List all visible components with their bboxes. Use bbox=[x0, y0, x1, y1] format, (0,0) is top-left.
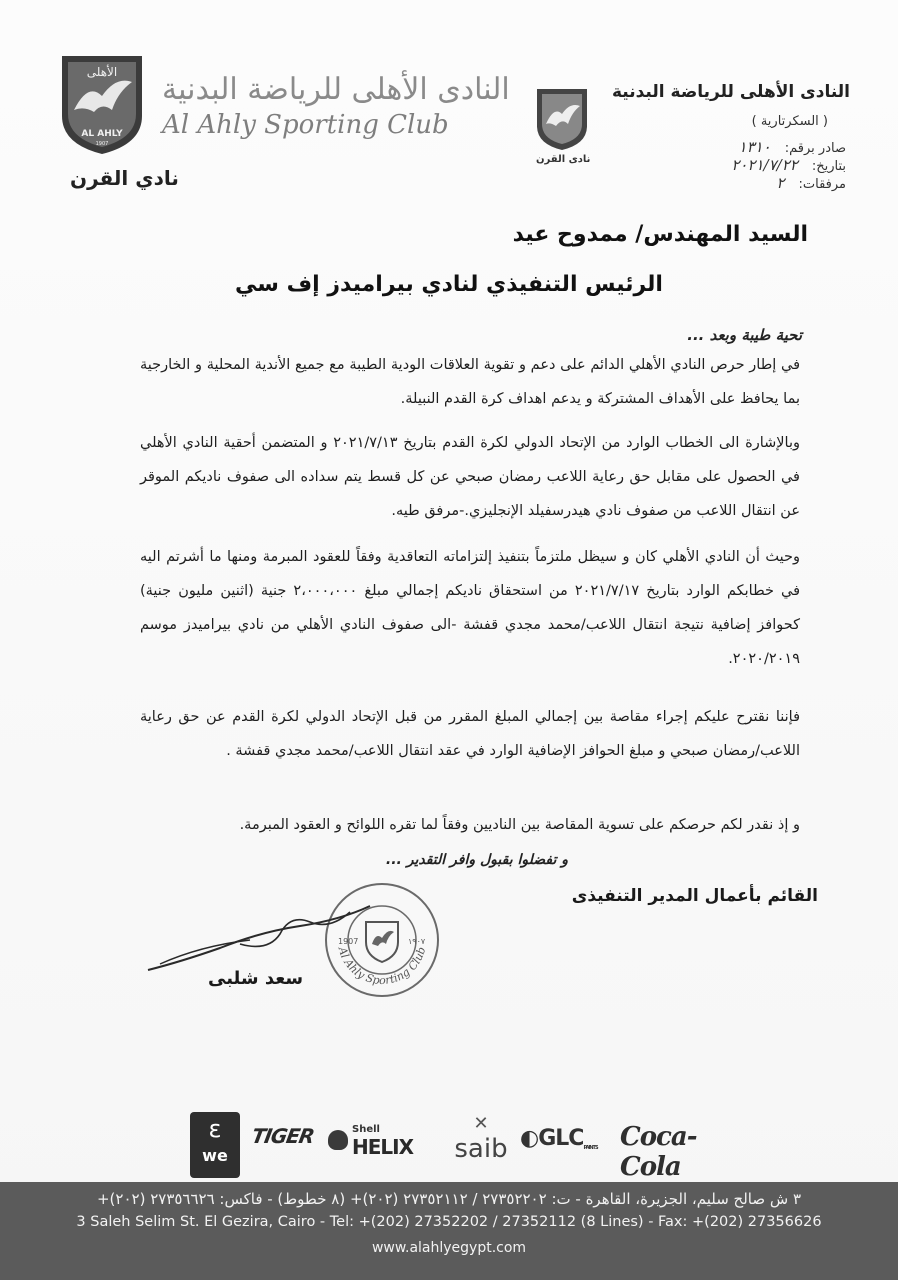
addressee-name: السيد المهندس/ ممدوح عيد bbox=[512, 222, 808, 247]
we-symbol-icon: ε bbox=[208, 1115, 222, 1143]
logo-text-top: الأهلى bbox=[86, 65, 118, 79]
secretariat-label: ( السكرتارية ) bbox=[751, 114, 828, 129]
date-row bbox=[731, 156, 846, 174]
shell-helix-logo bbox=[328, 1124, 428, 1158]
attachments-row bbox=[776, 174, 846, 192]
ref-number-value: ١٣١٠ bbox=[738, 138, 771, 156]
glc-logo: ◐GLCPAINTS bbox=[520, 1126, 598, 1151]
footer-address-ar: ٣ ش صالح سليم، الجزيرة، القاهرة - ت: ٢٧٣٥٢٢٠٢ / ٢٧٣٥٢١١٢ (٢٠٢)+ (٨ خطوط) - فاكس: ٢٧٣٥٦٦٢٦ (٢٠٢)+ bbox=[96, 1190, 802, 1208]
glc-sub-label: PAINTS bbox=[583, 1145, 598, 1151]
coca-cola-logo: Coca-Cola bbox=[620, 1122, 697, 1182]
addressee-title: الرئيس التنفيذي لنادي بيراميدز إف سي bbox=[235, 272, 663, 297]
attachments-label: مرفقات: bbox=[798, 177, 846, 192]
helix-label: HELIX bbox=[352, 1135, 414, 1159]
stamp-text: Al Ahly Sporting Club bbox=[335, 945, 429, 988]
shell-label: Shell bbox=[352, 1124, 380, 1135]
logo-year: 1907 bbox=[95, 141, 109, 147]
al-ahly-logo-small bbox=[534, 86, 590, 152]
closing-line: و تفضلوا بقبول وافر التقدير ... bbox=[385, 852, 568, 868]
we-logo bbox=[190, 1112, 240, 1178]
footer-bar bbox=[0, 1182, 898, 1280]
stamp-year-en: 1907 bbox=[338, 937, 359, 946]
club-name-ar-right: النادى الأهلى للرياضة البدنية bbox=[611, 82, 850, 102]
glc-label: GLC bbox=[538, 1126, 584, 1151]
signatory-name: سعد شلبى bbox=[208, 968, 304, 989]
paragraph-3: وحيث أن النادي الأهلي كان و سيظل ملتزماً بتنفيذ إلتزاماته التعاقدية وفقاً للعقود المبرمة ومنها ما أشرتم اليه في خطابكم الوارد بتاريخ ٢٠٢١/٧/١٧ من استحقاق ناديكم إجمالي مبلغ ٢،٠٠٠،٠٠٠ جنية (اثنين مليون جنية) كحوافز إضافية نتيجة انتقال اللاعب/محمد مجدي قفشة -الى صفوف النادي الأهلي من نادي بيراميدز موسم ٢٠٢٠/٢٠١٩. bbox=[140, 549, 800, 667]
footer-website: www.alahlyegypt.com bbox=[371, 1240, 527, 1256]
club-name-en-left: Al Ahly Sporting Club bbox=[162, 110, 449, 140]
ref-number-row bbox=[739, 138, 846, 156]
saib-label: saib bbox=[454, 1134, 508, 1164]
ref-number-label: صادر برقم: bbox=[784, 141, 846, 156]
club-name-ar-left: النادى الأهلى للرياضة البدنية bbox=[162, 72, 510, 107]
sponsors-strip bbox=[190, 1110, 730, 1180]
paragraph-4: فإننا نقترح عليكم إجراء مقاصة بين إجمالي المبلغ المقرر من قبل الإتحاد الدولي لكرة القدم عن حق رعاية اللاعب/رمضان صبحي و مبلغ الحوافز الإضافية الوارد في عقد انتقال اللاعب/محمد مجدي قفشة . bbox=[140, 709, 800, 759]
al-ahly-logo bbox=[58, 52, 146, 156]
paragraph-2: وبالإشارة الى الخطاب الوارد من الإتحاد الدولي لكرة القدم بتاريخ ٢٠٢١/٧/١٣ و المتضمن أحقية النادي الأهلي في الحصول على مقابل حق رعاية اللاعب رمضان صبحي عن كل قسط يتم سداده الى صفوف ناديكم الموقر عن انتقال اللاعب من صفوف نادي هيدرسفيلد الإنجليزي.-مرفق طيه. bbox=[140, 435, 800, 519]
saib-logo bbox=[446, 1114, 516, 1174]
stamp-year-ar: ١٩٠٧ bbox=[408, 937, 426, 946]
we-label: we bbox=[202, 1146, 228, 1165]
branch-label-right: نادى القرن bbox=[536, 154, 591, 165]
greeting: تحية طيبة وبعد ... bbox=[687, 326, 802, 344]
tiger-logo: TIGER bbox=[249, 1124, 316, 1148]
attachments-value: ٢ bbox=[776, 174, 785, 192]
date-label: بتاريخ: bbox=[811, 159, 846, 174]
paragraph-5: و إذ نقدر لكم حرصكم على تسوية المقاصة بين الناديين وفقاً لما تقره اللوائح و العقود المبرمة. bbox=[239, 817, 800, 833]
date-value: ٢٠٢١/٧/٢٢ bbox=[731, 156, 798, 174]
shell-icon bbox=[328, 1130, 348, 1150]
signatory-title: القائم بأعمال المدير التنفيذى bbox=[571, 886, 818, 906]
saib-mark-icon: ✕ bbox=[473, 1113, 489, 1134]
logo-text-bottom: AL AHLY bbox=[81, 129, 123, 139]
paragraph-1: في إطار حرص النادي الأهلي الدائم على دعم و تقوية العلاقات الودية الطيبة مع جميع الأندية المحلية و الخارجية بما يحافظ على الأهداف المشتركة و يدعم اهداف كرة القدم النبيلة. bbox=[140, 357, 800, 407]
branch-label-left: نادي القرن bbox=[70, 166, 179, 190]
footer-address-en: 3 Saleh Selim St. El Gezira, Cairo - Tel: +(202) 27352202 / 27352112 (8 Lines) - Fax: +(202) 27356626 bbox=[76, 1214, 822, 1230]
